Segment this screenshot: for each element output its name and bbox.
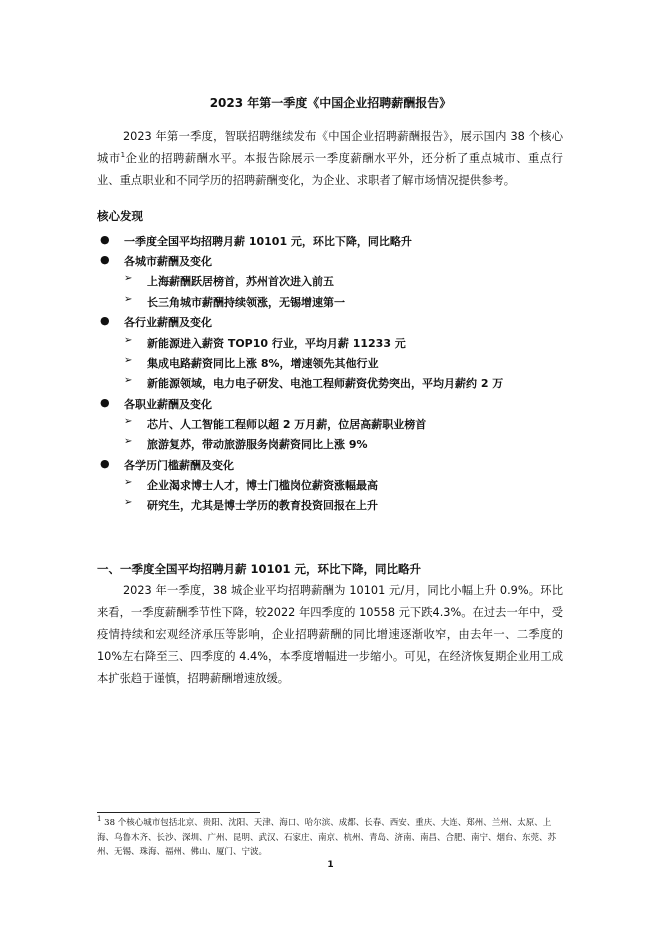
findings-heading: 核心发现 [97, 209, 143, 223]
arrow-bullet-icon: ➢ [124, 294, 133, 305]
finding-text: 新能源进入薪资 TOP10 行业，平均月薪 11233 元 [147, 337, 406, 350]
bullet-icon: ● [100, 314, 110, 327]
arrow-bullet-icon: ➢ [124, 375, 133, 386]
finding-subitem [0, 477, 661, 497]
arrow-bullet-icon: ➢ [124, 477, 133, 488]
intro-paragraph [97, 126, 563, 192]
arrow-bullet-icon: ➢ [124, 335, 133, 346]
finding-item [0, 253, 661, 273]
section-heading: 一、一季度全国平均招聘月薪 10101 元，环比下降，同比略升 [97, 562, 422, 576]
finding-text: 长三角城市薪酬持续领涨，无锡增速第一 [147, 296, 345, 309]
finding-item [0, 457, 661, 477]
intro-text-part-1: 2023 年第一季度，智联招聘继续发布《中国企业招聘薪酬报告》，展示国内 38 个核心城市 [97, 130, 563, 165]
section-paragraph: 2023 年一季度，38 城企业平均招聘薪酬为 10101 元/月，同比小幅上升 0.9%。环比来看，一季度薪酬季节性下降，较2022 年四季度的 10558 元下跌4.3%。在过去一年中，受疫情持续和宏观经济承压等影响，企业招聘薪酬的同比增速逐渐收窄，由去年一、二季度的 10%左右降至三、四季度的 4.4%，本季度增幅进一步缩小。可见，在经济恢复期企业用工成本扩张趋于谨慎，招聘薪酬增速放缓。 [97, 584, 563, 685]
arrow-bullet-icon: ➢ [124, 273, 133, 284]
finding-text: 各行业薪酬及变化 [124, 316, 212, 329]
finding-subitem [0, 273, 661, 293]
finding-subitem [0, 335, 661, 355]
finding-text: 集成电路薪资同比上涨 8%，增速领先其他行业 [147, 357, 379, 370]
arrow-bullet-icon: ➢ [124, 436, 133, 447]
finding-subitem [0, 355, 661, 375]
page-number: 1 [327, 860, 334, 870]
arrow-bullet-icon: ➢ [124, 355, 133, 366]
bullet-icon: ● [100, 233, 110, 246]
footnote-text: 38 个核心城市包括北京、贵阳、沈阳、天津、海口、哈尔滨、成都、长春、西安、重庆、大连、郑州、兰州、太原、上海、乌鲁木齐、长沙、深圳、广州、昆明、武汉、石家庄、南京、杭州、青岛、济南、南昌、合肥、南宁、烟台、东莞、苏州、无锡、珠海、福州、佛山、厦门、宁波。 [97, 818, 557, 857]
bullet-icon: ● [100, 253, 110, 266]
finding-text: 一季度全国平均招聘月薪 10101 元，环比下降，同比略升 [124, 235, 412, 248]
finding-subitem [0, 294, 661, 314]
intro-text-part-2: 企业的招聘薪酬水平。本报告除展示一季度薪酬水平外，还分析了重点城市、重点行业、重点职业和不同学历的招聘薪酬变化，为企业、求职者了解市场情况提供参考。 [97, 152, 563, 187]
footnote-marker: 1 [97, 815, 102, 824]
finding-text: 企业渴求博士人才，博士门槛岗位薪资涨幅最高 [147, 479, 378, 492]
finding-subitem [0, 497, 661, 517]
finding-text: 新能源领域，电力电子研发、电池工程师薪资优势突出，平均月薪约 2 万 [147, 377, 504, 390]
bullet-icon: ● [100, 396, 110, 409]
finding-item [0, 396, 661, 416]
finding-subitem [0, 436, 661, 456]
footnote [97, 816, 567, 860]
arrow-bullet-icon: ➢ [124, 416, 133, 427]
footnote-reference: 1 [120, 151, 126, 160]
finding-item [0, 314, 661, 334]
finding-text: 各学历门槛薪酬及变化 [124, 459, 234, 472]
report-title: 2023 年第一季度《中国企业招聘薪酬报告》 [209, 96, 452, 110]
footnote-separator [97, 812, 260, 813]
finding-item [0, 233, 661, 253]
arrow-bullet-icon: ➢ [124, 497, 133, 508]
bullet-icon: ● [100, 457, 110, 470]
finding-text: 旅游复苏，带动旅游服务岗薪资同比上涨 9% [147, 438, 368, 451]
finding-text: 芯片、人工智能工程师以超 2 万月薪，位居高薪职业榜首 [147, 418, 427, 431]
finding-subitem [0, 416, 661, 436]
finding-text: 各城市薪酬及变化 [124, 255, 212, 268]
finding-text: 研究生，尤其是博士学历的教育投资回报在上升 [147, 499, 378, 512]
finding-text: 上海薪酬跃居榜首，苏州首次进入前五 [147, 275, 334, 288]
finding-subitem [0, 375, 661, 395]
finding-text: 各职业薪酬及变化 [124, 398, 212, 411]
